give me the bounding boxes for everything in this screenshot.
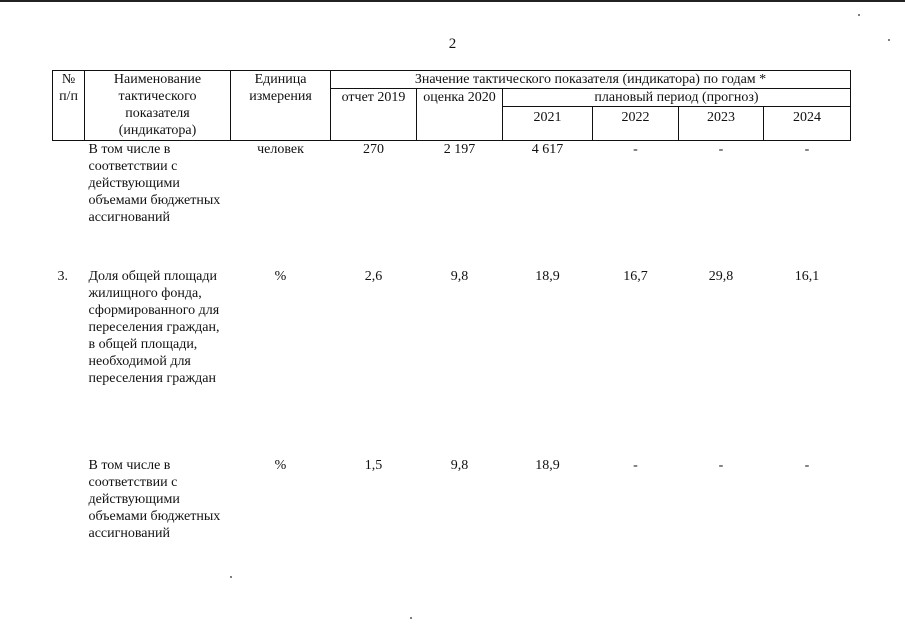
row-value-2019: 2,6 xyxy=(364,268,383,284)
row-value-2024: - xyxy=(804,457,810,473)
header-estimate-2020: оценка 2020 xyxy=(417,89,503,141)
header-year-2024: 2024 xyxy=(764,107,851,141)
header-year-2023: 2023 xyxy=(679,107,764,141)
row-value-2023: 29,8 xyxy=(708,268,734,284)
scan-speck xyxy=(410,617,412,619)
header-name: Наименование тактического показателя (индикатора) xyxy=(85,71,231,141)
header-year-2022: 2022 xyxy=(593,107,679,141)
row-value-2021: 18,9 xyxy=(535,268,560,284)
row-name: Доля общей площади жилищного фонда, сформированного для переселения граждан, в общей площади, необходимой для переселения граждан xyxy=(88,268,220,386)
table-header xyxy=(53,71,851,141)
row-value-2022: - xyxy=(633,457,638,473)
table-row xyxy=(53,141,851,268)
row-value-2021: 18,9 xyxy=(535,457,560,473)
row-value-2019: 270 xyxy=(363,142,384,157)
row-value-2024: - xyxy=(804,142,810,157)
header-num: № п/п xyxy=(53,71,85,141)
header-year-2021: 2021 xyxy=(503,107,593,141)
row-value-2023: - xyxy=(718,457,724,473)
row-name: В том числе в соответствии с действующими объемами бюджетных ассигнований xyxy=(88,457,221,541)
row-value-2020: 9,8 xyxy=(450,268,469,284)
row-value-2024: 16,1 xyxy=(794,268,820,284)
scan-speck xyxy=(858,14,860,16)
page-number: 2 xyxy=(448,36,457,52)
row-unit: % xyxy=(274,268,287,284)
header-unit: Единица измерения xyxy=(231,71,331,141)
row-value-2023: - xyxy=(718,142,724,157)
row-num xyxy=(53,141,85,268)
table-row xyxy=(53,268,851,457)
row-value-2021: 4 617 xyxy=(531,142,564,157)
row-unit: человек xyxy=(257,142,304,157)
row-value-2022: 16,7 xyxy=(623,268,648,284)
header-plan-group: плановый период (прогноз) xyxy=(503,89,851,107)
top-border-line xyxy=(0,0,905,2)
row-unit: % xyxy=(274,457,287,473)
row-num: 3. xyxy=(57,268,68,284)
row-num xyxy=(53,457,85,542)
row-name: В том числе в соответствии с действующими объемами бюджетных ассигнований xyxy=(88,142,221,225)
row-value-2020: 9,8 xyxy=(450,457,469,473)
header-values-group: Значение тактического показателя (индикатора) по годам * xyxy=(331,71,851,89)
table-body xyxy=(53,141,851,542)
row-value-2020: 2 197 xyxy=(443,142,476,157)
scan-speck xyxy=(888,39,890,41)
header-row-1 xyxy=(53,71,851,89)
row-value-2019: 1,5 xyxy=(364,457,383,473)
header-report-2019: отчет 2019 xyxy=(331,89,417,141)
table-row xyxy=(53,457,851,542)
row-value-2022: - xyxy=(633,142,638,157)
indicators-table xyxy=(52,70,851,542)
scan-speck xyxy=(230,576,232,578)
